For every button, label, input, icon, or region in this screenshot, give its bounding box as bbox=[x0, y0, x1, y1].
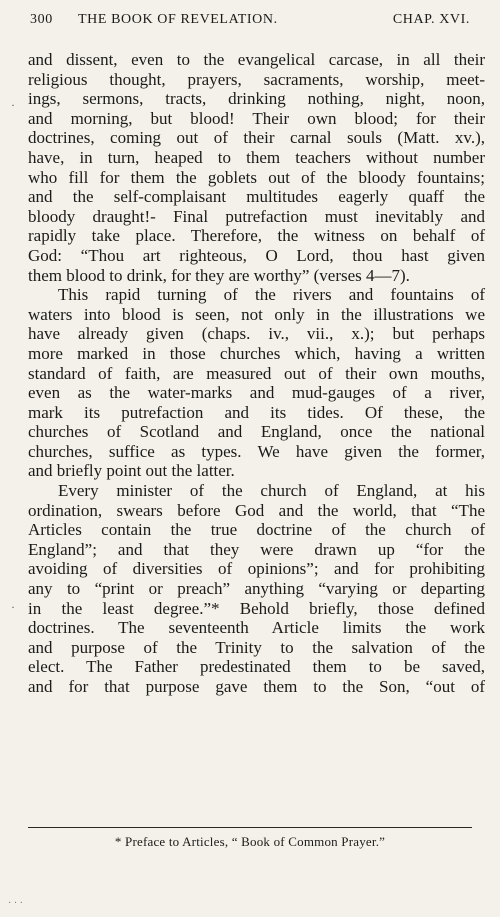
chapter-reference: CHAP. XVI. bbox=[392, 12, 470, 27]
text-line: doctrines, coming out of their carnal souls (Matt. xv.), bbox=[28, 128, 485, 148]
text-line: and for that purpose gave them to the Son, “out of bbox=[28, 677, 485, 696]
paragraph-start: Every minister of the church of England, at his bbox=[58, 481, 485, 501]
text-line: standard of faith, are measured out of their own mouths, bbox=[28, 363, 485, 383]
page-header bbox=[30, 12, 470, 36]
text-line: churches of Scotland and England, once the national bbox=[28, 422, 485, 442]
text-line: have, in turn, heaped to them teachers without number bbox=[28, 147, 485, 167]
text-line: and morning, but blood! Their own blood; for their bbox=[28, 108, 485, 128]
text-line: waters into blood is seen, not only in the illustrations we bbox=[28, 304, 485, 324]
text-line: in the least degree.”* Behold briefly, those defined bbox=[28, 598, 485, 618]
text-line: even as the water-marks and mud-gauges of a river, bbox=[28, 383, 485, 403]
text-line: have already given (chaps. iv., vii., x.); but perhaps bbox=[28, 324, 485, 344]
scan-marks: · · · bbox=[8, 898, 23, 909]
text-line: elect. The Father predestinated them to be saved, bbox=[28, 657, 485, 677]
text-line: mark its putrefaction and its tides. Of these, the bbox=[28, 402, 485, 422]
text-line: religious thought, prayers, sacraments, worship, meet- bbox=[28, 69, 485, 89]
page-number: 300 bbox=[30, 12, 53, 27]
text-line: churches, suffice as types. We have given the former, bbox=[28, 441, 485, 461]
text-line: bloody draught!- Final putrefaction must inevitably and bbox=[28, 206, 485, 226]
text-line: who fill for them the goblets out of the bloody fountains; bbox=[28, 167, 485, 187]
text-line: God: “Thou art righteous, O Lord, thou hast given bbox=[28, 245, 485, 265]
text-line: more marked in those churches which, having a written bbox=[28, 343, 485, 363]
text-line: rapidly take place. Therefore, the witness on behalf of bbox=[28, 226, 485, 246]
body-text bbox=[28, 50, 485, 697]
text-line: England”; and that they were drawn up “for the bbox=[28, 539, 485, 559]
text-line: Articles contain the true doctrine of the church of bbox=[28, 520, 485, 540]
text-line: ordination, swears before God and the world, that “The bbox=[28, 500, 485, 520]
text-line: and dissent, even to the evangelical carcase, in all their bbox=[28, 50, 485, 69]
margin-mark: · bbox=[11, 98, 15, 112]
margin-mark: · bbox=[11, 600, 15, 614]
text-line: avoiding of diversities of opinions”; and for prohibiting bbox=[28, 559, 485, 579]
text-line: them blood to drink, for they are worthy” (verses 4—7). bbox=[28, 265, 410, 285]
text-line: and briefly point out the latter. bbox=[28, 461, 235, 481]
text-line: and purpose of the Trinity to the salvation of the bbox=[28, 637, 485, 657]
footnote-rule bbox=[28, 827, 472, 828]
text-line: doctrines. The seventeenth Article limits the work bbox=[28, 618, 485, 638]
text-line: any to “print or preach” anything “varying or departing bbox=[28, 579, 485, 599]
text-line: and the self-complaisant multitudes eagerly quaff the bbox=[28, 187, 485, 207]
footnote: * Preface to Articles, “ Book of Common Prayer.” bbox=[114, 834, 386, 849]
running-title: THE BOOK OF REVELATION. bbox=[78, 12, 278, 27]
paragraph-start: This rapid turning of the rivers and fountains of bbox=[58, 285, 485, 305]
text-line: ings, sermons, tracts, drinking nothing, night, noon, bbox=[28, 89, 485, 109]
